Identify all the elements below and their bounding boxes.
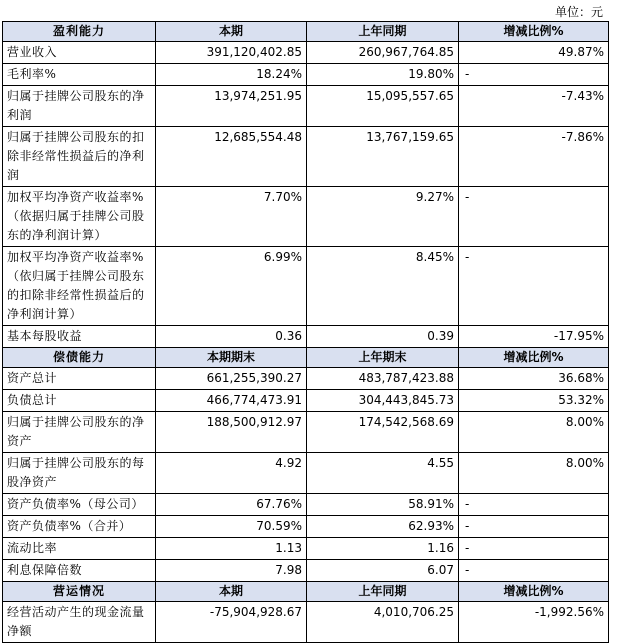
header-cell: 本期 [156, 22, 307, 42]
table-row [3, 127, 609, 187]
change-value: - [459, 247, 609, 326]
table-row [3, 368, 609, 390]
change-value: - [459, 187, 609, 247]
row-label: 负债总计 [3, 390, 156, 412]
change-value: 53.32% [459, 390, 609, 412]
prior-value: 9.27% [307, 187, 459, 247]
header-cell: 增减比例% [459, 582, 609, 602]
table-row [3, 453, 609, 494]
table-row [3, 494, 609, 516]
change-value: 36.68% [459, 368, 609, 390]
change-value: 8.00% [459, 412, 609, 453]
table-row [3, 42, 609, 64]
section-header-operations [3, 582, 609, 602]
header-cell: 营运情况 [3, 582, 156, 602]
row-label: 加权平均净资产收益率%（依据归属于挂牌公司股东的净利润计算） [3, 187, 156, 247]
table-row [3, 326, 609, 348]
row-label: 营业收入 [3, 42, 156, 64]
row-label: 基本每股收益 [3, 326, 156, 348]
row-label: 利息保障倍数 [3, 560, 156, 582]
header-cell: 上年同期 [307, 582, 459, 602]
table-row [3, 187, 609, 247]
prior-value: 15,095,557.65 [307, 86, 459, 127]
financial-indicators-table [2, 21, 609, 643]
row-label: 归属于挂牌公司股东的扣除非经常性损益后的净利润 [3, 127, 156, 187]
table-row [3, 64, 609, 86]
row-label: 资产负债率%（母公司） [3, 494, 156, 516]
current-value: 4.92 [156, 453, 307, 494]
prior-value: 1.16 [307, 538, 459, 560]
change-value: -17.95% [459, 326, 609, 348]
header-cell: 增减比例% [459, 22, 609, 42]
current-value: 7.70% [156, 187, 307, 247]
row-label: 归属于挂牌公司股东的净资产 [3, 412, 156, 453]
prior-value: 13,767,159.65 [307, 127, 459, 187]
current-value: 1.13 [156, 538, 307, 560]
row-label: 经营活动产生的现金流量净额 [3, 602, 156, 643]
row-label: 资产负债率%（合并） [3, 516, 156, 538]
table-row [3, 86, 609, 127]
current-value: 12,685,554.48 [156, 127, 307, 187]
table-row [3, 247, 609, 326]
prior-value: 4.55 [307, 453, 459, 494]
change-value: -7.43% [459, 86, 609, 127]
prior-value: 174,542,568.69 [307, 412, 459, 453]
prior-value: 6.07 [307, 560, 459, 582]
header-cell: 本期 [156, 582, 307, 602]
prior-value: 483,787,423.88 [307, 368, 459, 390]
header-cell: 本期期末 [156, 348, 307, 368]
header-cell: 增减比例% [459, 348, 609, 368]
change-value: - [459, 64, 609, 86]
header-cell: 上年期末 [307, 348, 459, 368]
table-row [3, 538, 609, 560]
table-row [3, 412, 609, 453]
prior-value: 19.80% [307, 64, 459, 86]
change-value: - [459, 494, 609, 516]
row-label: 流动比率 [3, 538, 156, 560]
current-value: 18.24% [156, 64, 307, 86]
current-value: 391,120,402.85 [156, 42, 307, 64]
table-row [3, 602, 609, 643]
row-label: 归属于挂牌公司股东的净利润 [3, 86, 156, 127]
row-label: 资产总计 [3, 368, 156, 390]
change-value: - [459, 516, 609, 538]
current-value: 13,974,251.95 [156, 86, 307, 127]
current-value: 67.76% [156, 494, 307, 516]
table-row [3, 560, 609, 582]
unit-label: 单位：元 [554, 5, 603, 19]
prior-value: 304,443,845.73 [307, 390, 459, 412]
current-value: 70.59% [156, 516, 307, 538]
prior-value: 58.91% [307, 494, 459, 516]
header-cell: 盈利能力 [3, 22, 156, 42]
change-value: - [459, 560, 609, 582]
row-label: 归属于挂牌公司股东的每股净资产 [3, 453, 156, 494]
current-value: 6.99% [156, 247, 307, 326]
current-value: -75,904,928.67 [156, 602, 307, 643]
change-value: -1,992.56% [459, 602, 609, 643]
section-header-solvency [3, 348, 609, 368]
row-label: 加权平均净资产收益率%（依归属于挂牌公司股东的扣除非经常性损益后的净利润计算） [3, 247, 156, 326]
prior-value: 8.45% [307, 247, 459, 326]
change-value: -7.86% [459, 127, 609, 187]
current-value: 661,255,390.27 [156, 368, 307, 390]
current-value: 7.98 [156, 560, 307, 582]
header-cell: 上年同期 [307, 22, 459, 42]
current-value: 466,774,473.91 [156, 390, 307, 412]
prior-value: 4,010,706.25 [307, 602, 459, 643]
table-row [3, 390, 609, 412]
change-value: 8.00% [459, 453, 609, 494]
table-row [3, 516, 609, 538]
prior-value: 260,967,764.85 [307, 42, 459, 64]
current-value: 188,500,912.97 [156, 412, 307, 453]
prior-value: 0.39 [307, 326, 459, 348]
current-value: 0.36 [156, 326, 307, 348]
change-value: - [459, 538, 609, 560]
header-cell: 偿债能力 [3, 348, 156, 368]
section-header-profitability [3, 22, 609, 42]
row-label: 毛利率% [3, 64, 156, 86]
change-value: 49.87% [459, 42, 609, 64]
prior-value: 62.93% [307, 516, 459, 538]
